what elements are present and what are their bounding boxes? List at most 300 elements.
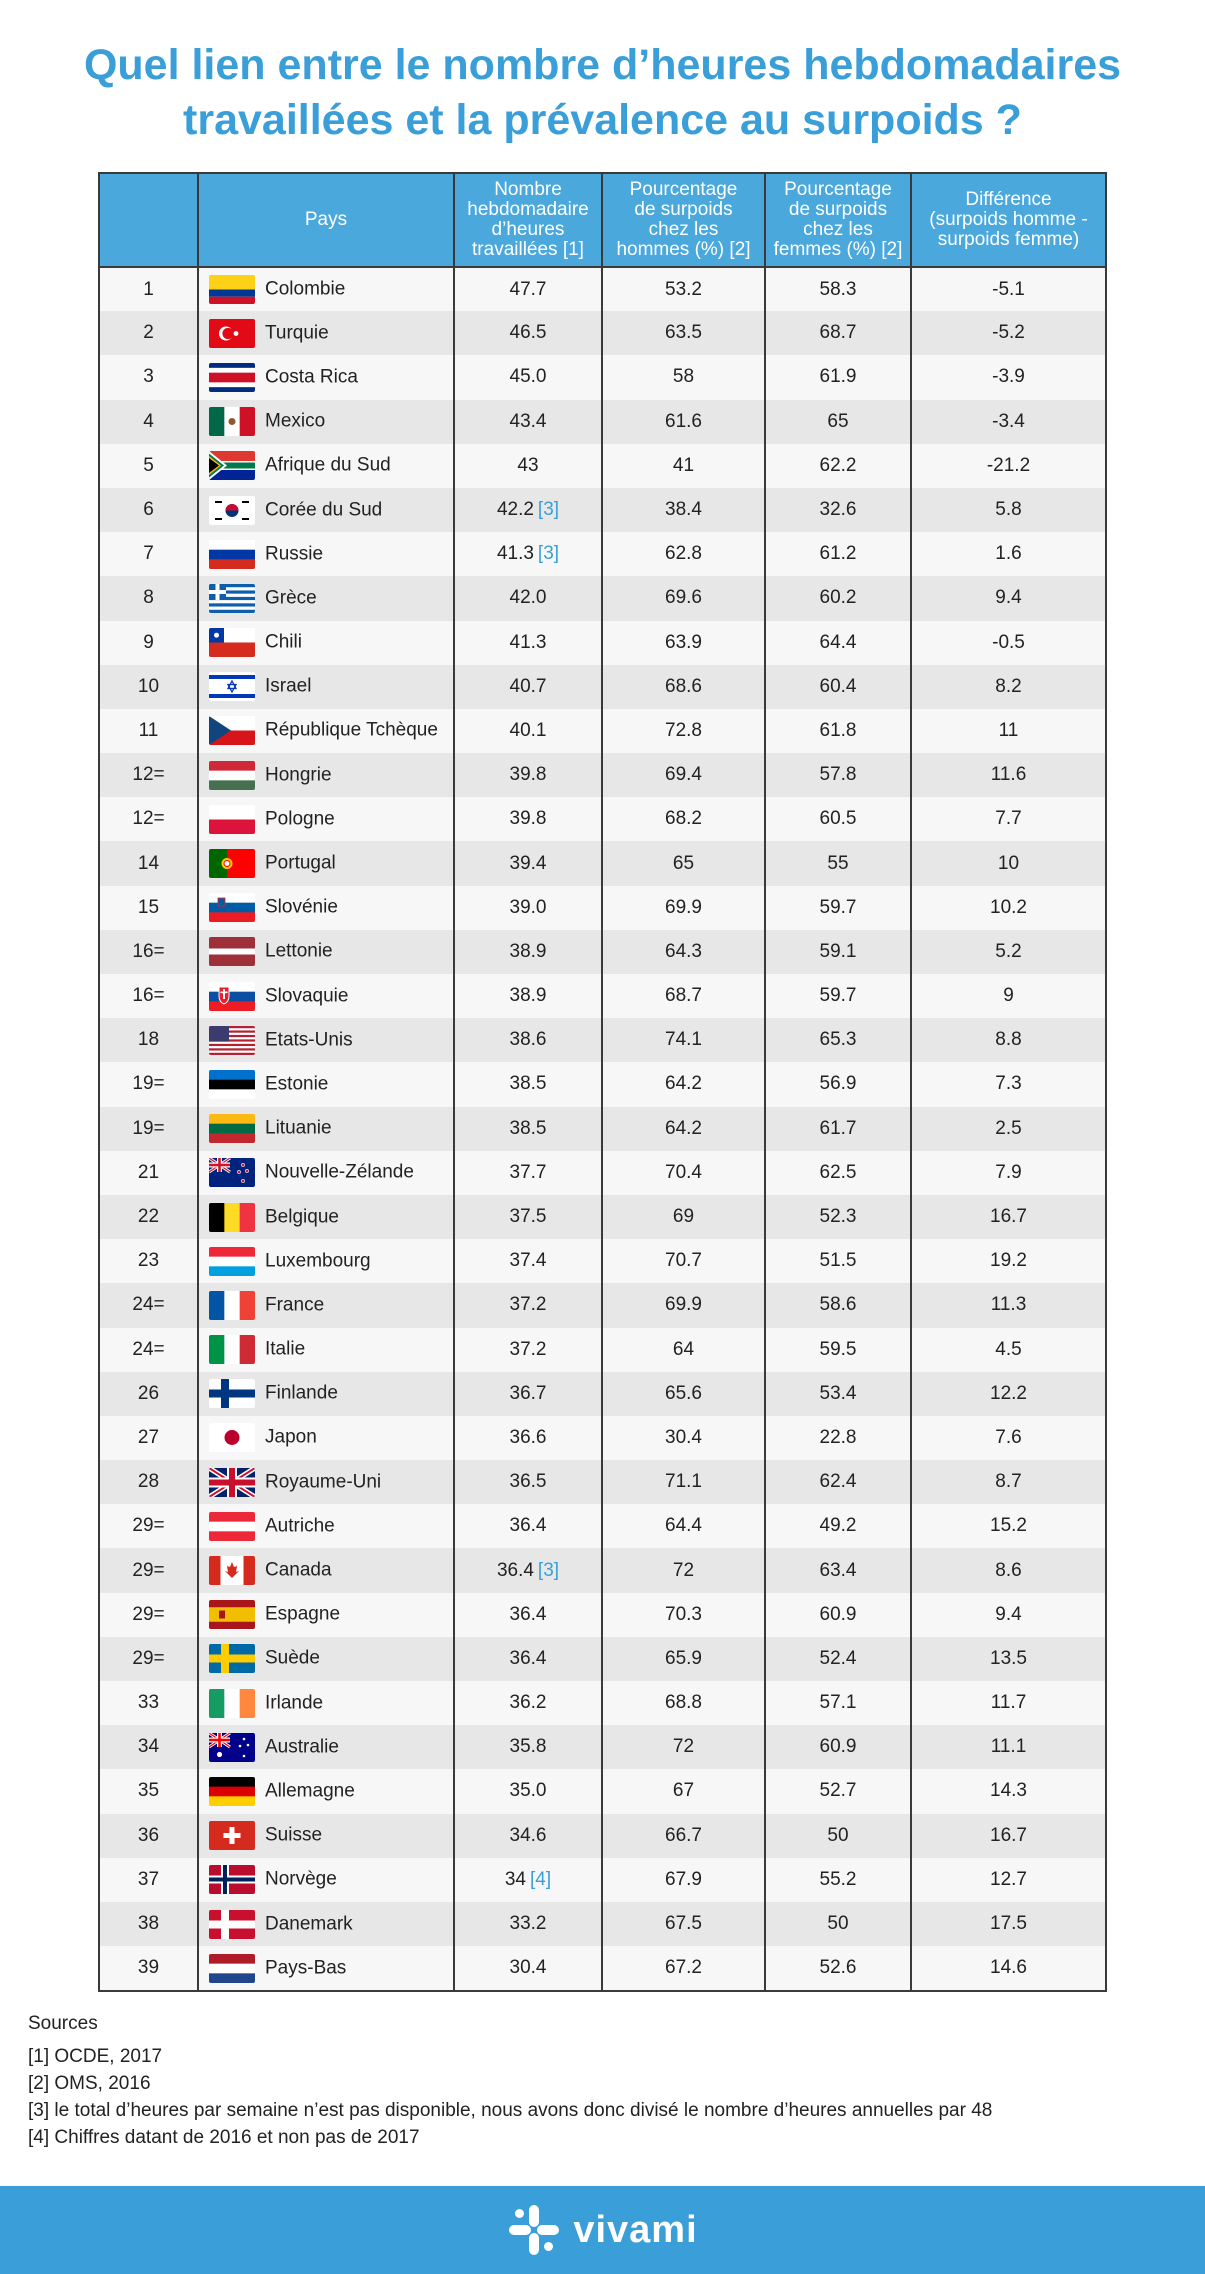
table-row — [100, 1460, 1105, 1504]
hours-cell — [454, 400, 602, 444]
poland-flag — [209, 805, 255, 834]
hours-cell — [454, 1328, 602, 1372]
table-row — [100, 576, 1105, 620]
germany-flag — [209, 1777, 255, 1806]
hours-value: 38.5 — [509, 1117, 547, 1139]
slovakia-flag — [209, 982, 255, 1011]
men-cell: 68.7 — [602, 974, 765, 1018]
header-line: chez les — [803, 219, 873, 240]
hours-cell — [454, 1416, 602, 1460]
country-cell — [198, 1372, 454, 1416]
hours-cell — [454, 1902, 602, 1946]
rank-cell: 15 — [100, 886, 198, 930]
rank-cell: 29= — [100, 1593, 198, 1637]
diff-cell: 14.6 — [911, 1946, 1105, 1990]
country-cell — [198, 1283, 454, 1327]
women-cell: 32.6 — [765, 488, 911, 532]
hours-value: 34.6 — [509, 1824, 547, 1846]
country-cell — [198, 1769, 454, 1813]
women-cell: 65.3 — [765, 1018, 911, 1062]
diff-cell: 7.3 — [911, 1062, 1105, 1106]
women-cell: 56.9 — [765, 1062, 911, 1106]
rank-cell: 7 — [100, 532, 198, 576]
hours-cell — [454, 1858, 602, 1902]
men-cell: 65.9 — [602, 1637, 765, 1681]
mexico-flag — [209, 407, 255, 436]
table-row — [100, 311, 1105, 355]
footnote-ref: [3] — [537, 543, 560, 565]
table-row — [100, 444, 1105, 488]
belgium-flag — [209, 1203, 255, 1232]
table-row — [100, 621, 1105, 665]
diff-cell: -5.1 — [911, 267, 1105, 311]
rank-cell: 38 — [100, 1902, 198, 1946]
country-name: Mexico — [265, 410, 326, 432]
source-item-1: [1] OCDE, 2017 — [28, 2046, 163, 2067]
diff-cell: 12.7 — [911, 1858, 1105, 1902]
table-row — [100, 400, 1105, 444]
country-cell — [198, 1504, 454, 1548]
country-cell — [198, 444, 454, 488]
hours-value: 46.5 — [509, 322, 547, 344]
country-cell — [198, 930, 454, 974]
hours-value: 36.4 — [509, 1647, 547, 1669]
header-line: Nombre — [494, 179, 562, 200]
spain-flag — [209, 1600, 255, 1629]
diff-cell: 17.5 — [911, 1902, 1105, 1946]
diff-cell: -3.9 — [911, 355, 1105, 399]
women-cell: 52.6 — [765, 1946, 911, 1990]
hours-value: 38.5 — [509, 1073, 547, 1095]
table-row — [100, 1637, 1105, 1681]
rank-cell: 27 — [100, 1416, 198, 1460]
hours-cell — [454, 1946, 602, 1990]
header-line: hommes (%) [2] — [616, 239, 751, 260]
header-line: de surpoids — [788, 199, 888, 220]
diff-cell: 9 — [911, 974, 1105, 1018]
men-cell: 63.5 — [602, 311, 765, 355]
colombia-flag — [209, 275, 255, 304]
turkey-flag — [209, 319, 255, 348]
country-name: Espagne — [265, 1603, 341, 1625]
women-cell: 62.2 — [765, 444, 911, 488]
country-name: Australie — [265, 1736, 339, 1758]
vivami-logo-icon — [507, 2203, 561, 2257]
women-cell: 60.9 — [765, 1725, 911, 1769]
rank-cell: 21 — [100, 1151, 198, 1195]
men-cell: 69 — [602, 1195, 765, 1239]
table-header-row — [100, 174, 1105, 267]
hours-cell — [454, 974, 602, 1018]
hours-cell — [454, 1151, 602, 1195]
hours-value: 37.4 — [509, 1250, 547, 1272]
hours-value: 33.2 — [509, 1913, 547, 1935]
footnote-ref: [3] — [537, 1559, 560, 1581]
women-cell: 50 — [765, 1814, 911, 1858]
rank-cell: 16= — [100, 974, 198, 1018]
header-line: femmes (%) [2] — [773, 239, 903, 260]
rank-cell: 22 — [100, 1195, 198, 1239]
men-cell: 68.2 — [602, 797, 765, 841]
lithuania-flag — [209, 1114, 255, 1143]
hours-value: 38.9 — [509, 940, 547, 962]
table-row — [100, 1239, 1105, 1283]
hours-cell — [454, 1195, 602, 1239]
country-cell — [198, 1814, 454, 1858]
women-cell: 62.4 — [765, 1460, 911, 1504]
men-cell: 70.4 — [602, 1151, 765, 1195]
rank-cell: 2 — [100, 311, 198, 355]
header-hours — [454, 174, 602, 267]
hours-value: 39.0 — [509, 896, 547, 918]
women-cell: 52.3 — [765, 1195, 911, 1239]
header-line: de surpoids — [634, 199, 733, 220]
title-line-2: travaillées et la prévalence au surpoids ? — [183, 96, 1022, 144]
country-cell — [198, 886, 454, 930]
country-cell — [198, 621, 454, 665]
hours-cell — [454, 576, 602, 620]
hours-value: 37.5 — [509, 1206, 547, 1228]
rank-cell: 5 — [100, 444, 198, 488]
table-row — [100, 1283, 1105, 1327]
country-name: Allemagne — [265, 1780, 355, 1802]
country-name: Luxembourg — [265, 1250, 371, 1272]
table-row — [100, 1416, 1105, 1460]
israel-flag — [209, 672, 255, 701]
women-cell: 52.4 — [765, 1637, 911, 1681]
rank-cell: 8 — [100, 576, 198, 620]
men-cell: 63.9 — [602, 621, 765, 665]
diff-cell: 11.1 — [911, 1725, 1105, 1769]
finland-flag — [209, 1379, 255, 1408]
footnote-ref: [3] — [537, 499, 560, 521]
men-cell: 61.6 — [602, 400, 765, 444]
hours-cell — [454, 930, 602, 974]
country-cell — [198, 1946, 454, 1990]
table-row — [100, 974, 1105, 1018]
rank-cell: 29= — [100, 1637, 198, 1681]
rank-cell: 12= — [100, 753, 198, 797]
diff-cell: 7.9 — [911, 1151, 1105, 1195]
table-row — [100, 1548, 1105, 1592]
country-name: Colombie — [265, 278, 346, 300]
slovenia-flag — [209, 893, 255, 922]
men-cell: 69.4 — [602, 753, 765, 797]
diff-cell: 13.5 — [911, 1637, 1105, 1681]
diff-cell: 15.2 — [911, 1504, 1105, 1548]
header-diff — [911, 174, 1105, 267]
country-cell — [198, 1902, 454, 1946]
table-row — [100, 488, 1105, 532]
south-africa-flag — [209, 451, 255, 480]
hours-value: 40.7 — [509, 675, 547, 697]
men-cell: 70.7 — [602, 1239, 765, 1283]
men-cell: 67.5 — [602, 1902, 765, 1946]
country-cell — [198, 532, 454, 576]
women-cell: 60.4 — [765, 665, 911, 709]
country-name: Danemark — [265, 1913, 353, 1935]
country-name: République Tchèque — [265, 719, 438, 741]
rank-cell: 28 — [100, 1460, 198, 1504]
women-cell: 58.3 — [765, 267, 911, 311]
diff-cell: -0.5 — [911, 621, 1105, 665]
women-cell: 55.2 — [765, 1858, 911, 1902]
rank-cell: 14 — [100, 841, 198, 885]
rank-cell: 23 — [100, 1239, 198, 1283]
country-name: Etats-Unis — [265, 1029, 353, 1051]
header-line: hebdomadaire — [467, 199, 589, 220]
rank-cell: 3 — [100, 355, 198, 399]
country-cell — [198, 1239, 454, 1283]
country-cell — [198, 1328, 454, 1372]
country-name: Finlande — [265, 1382, 338, 1404]
diff-cell: 11.3 — [911, 1283, 1105, 1327]
women-cell: 64.4 — [765, 621, 911, 665]
hours-cell — [454, 621, 602, 665]
netherlands-flag — [209, 1954, 255, 1983]
men-cell: 72 — [602, 1548, 765, 1592]
hours-value: 36.4 — [509, 1515, 547, 1537]
table-row — [100, 1504, 1105, 1548]
country-cell — [198, 488, 454, 532]
men-cell: 53.2 — [602, 267, 765, 311]
country-name: Canada — [265, 1559, 332, 1581]
country-name: Pays-Bas — [265, 1957, 347, 1979]
canada-flag — [209, 1556, 255, 1585]
hours-value: 37.7 — [509, 1161, 547, 1183]
men-cell: 62.8 — [602, 532, 765, 576]
country-cell — [198, 1107, 454, 1151]
footer-bar — [0, 2186, 1205, 2274]
sweden-flag — [209, 1644, 255, 1673]
country-name: Royaume-Uni — [265, 1471, 382, 1493]
rank-cell: 39 — [100, 1946, 198, 1990]
hours-cell — [454, 355, 602, 399]
diff-cell: 8.7 — [911, 1460, 1105, 1504]
women-cell: 59.7 — [765, 886, 911, 930]
hours-cell — [454, 1769, 602, 1813]
country-cell — [198, 1593, 454, 1637]
women-cell: 49.2 — [765, 1504, 911, 1548]
hours-value: 43 — [517, 454, 539, 476]
table-row — [100, 886, 1105, 930]
women-cell: 55 — [765, 841, 911, 885]
diff-cell: 11.7 — [911, 1681, 1105, 1725]
hours-cell — [454, 488, 602, 532]
rank-cell: 9 — [100, 621, 198, 665]
women-cell: 65 — [765, 400, 911, 444]
rank-cell: 1 — [100, 267, 198, 311]
diff-cell: 7.7 — [911, 797, 1105, 841]
men-cell: 64.4 — [602, 1504, 765, 1548]
country-cell — [198, 1460, 454, 1504]
diff-cell: -21.2 — [911, 444, 1105, 488]
table-row — [100, 532, 1105, 576]
country-name: Slovaquie — [265, 985, 349, 1007]
country-cell — [198, 576, 454, 620]
hours-cell — [454, 1593, 602, 1637]
rank-cell: 19= — [100, 1062, 198, 1106]
sources-heading: Sources — [28, 2013, 98, 2034]
header-line: travaillées [1] — [472, 239, 584, 260]
diff-cell: 2.5 — [911, 1107, 1105, 1151]
diff-cell: 8.8 — [911, 1018, 1105, 1062]
sources-section — [28, 2010, 1198, 2151]
men-cell: 38.4 — [602, 488, 765, 532]
page-title — [0, 38, 1205, 148]
hours-value: 36.4 — [496, 1559, 534, 1581]
rank-cell: 24= — [100, 1328, 198, 1372]
men-cell: 66.7 — [602, 1814, 765, 1858]
table-row — [100, 1902, 1105, 1946]
footnote-ref: [4] — [530, 1868, 552, 1890]
country-name: Grèce — [265, 587, 317, 609]
hours-value: 36.4 — [509, 1603, 547, 1625]
table-row — [100, 709, 1105, 753]
women-cell: 60.2 — [765, 576, 911, 620]
country-name: Nouvelle-Zélande — [265, 1161, 414, 1183]
czech-flag — [209, 716, 255, 745]
diff-cell: 5.8 — [911, 488, 1105, 532]
header-rank — [100, 174, 198, 267]
costa-rica-flag — [209, 363, 255, 392]
usa-flag — [209, 1026, 255, 1055]
country-cell — [198, 1195, 454, 1239]
header-line: d’heures — [491, 219, 565, 240]
rank-cell: 18 — [100, 1018, 198, 1062]
austria-flag — [209, 1512, 255, 1541]
rank-cell: 4 — [100, 400, 198, 444]
diff-cell: -5.2 — [911, 311, 1105, 355]
table-row — [100, 1062, 1105, 1106]
ireland-flag — [209, 1689, 255, 1718]
table-row — [100, 1593, 1105, 1637]
men-cell: 69.9 — [602, 1283, 765, 1327]
country-name: Turquie — [265, 322, 329, 344]
hours-value: 42.0 — [509, 587, 547, 609]
hours-value: 40.1 — [509, 719, 547, 741]
women-cell: 62.5 — [765, 1151, 911, 1195]
country-name: Lituanie — [265, 1117, 332, 1139]
men-cell: 68.6 — [602, 665, 765, 709]
hours-cell — [454, 1725, 602, 1769]
header-line: Pourcentage — [784, 179, 892, 200]
men-cell: 58 — [602, 355, 765, 399]
table-row — [100, 1725, 1105, 1769]
country-cell — [198, 311, 454, 355]
women-cell: 61.7 — [765, 1107, 911, 1151]
diff-cell: 10.2 — [911, 886, 1105, 930]
women-cell: 59.7 — [765, 974, 911, 1018]
diff-cell: 9.4 — [911, 1593, 1105, 1637]
hours-cell — [454, 1018, 602, 1062]
rank-cell: 16= — [100, 930, 198, 974]
men-cell: 64.2 — [602, 1107, 765, 1151]
men-cell: 69.9 — [602, 886, 765, 930]
country-cell — [198, 1548, 454, 1592]
men-cell: 64 — [602, 1328, 765, 1372]
table-row — [100, 1328, 1105, 1372]
hours-cell — [454, 841, 602, 885]
diff-cell: 4.5 — [911, 1328, 1105, 1372]
men-cell: 74.1 — [602, 1018, 765, 1062]
country-cell — [198, 1151, 454, 1195]
men-cell: 67.9 — [602, 1858, 765, 1902]
women-cell: 57.1 — [765, 1681, 911, 1725]
women-cell: 60.5 — [765, 797, 911, 841]
diff-cell: -3.4 — [911, 400, 1105, 444]
women-cell: 61.2 — [765, 532, 911, 576]
women-cell: 22.8 — [765, 1416, 911, 1460]
table-row — [100, 1681, 1105, 1725]
table-row — [100, 1107, 1105, 1151]
table-row — [100, 1151, 1105, 1195]
women-cell: 59.1 — [765, 930, 911, 974]
title-line-1: Quel lien entre le nombre d’heures hebdomadaires — [83, 41, 1122, 89]
hours-cell — [454, 1681, 602, 1725]
diff-cell: 14.3 — [911, 1769, 1105, 1813]
country-name: Italie — [265, 1338, 306, 1360]
source-item-2: [2] OMS, 2016 — [28, 2073, 151, 2094]
hours-value: 36.6 — [509, 1426, 547, 1448]
country-name: Portugal — [265, 852, 336, 874]
source-item-3: [3] le total d’heures par semaine n’est pas disponible, nous avons donc divisé le nombre d’heures annuelles par 48 — [28, 2100, 993, 2121]
rank-cell: 36 — [100, 1814, 198, 1858]
country-name: Estonie — [265, 1073, 329, 1095]
hours-value: 41.3 — [509, 631, 547, 653]
country-cell — [198, 665, 454, 709]
hours-cell — [454, 267, 602, 311]
women-cell: 52.7 — [765, 1769, 911, 1813]
hours-cell — [454, 1372, 602, 1416]
luxembourg-flag — [209, 1247, 255, 1276]
men-cell: 30.4 — [602, 1416, 765, 1460]
hours-cell — [454, 1548, 602, 1592]
country-cell — [198, 1681, 454, 1725]
rank-cell: 29= — [100, 1548, 198, 1592]
men-cell: 65 — [602, 841, 765, 885]
data-table — [98, 172, 1107, 1992]
diff-cell: 16.7 — [911, 1814, 1105, 1858]
table-row — [100, 1858, 1105, 1902]
country-cell — [198, 1637, 454, 1681]
hours-value: 42.2 — [496, 499, 534, 521]
hours-value: 39.8 — [509, 764, 547, 786]
header-line: surpoids femme) — [937, 229, 1080, 250]
hours-value: 41.3 — [496, 543, 534, 565]
diff-cell: 19.2 — [911, 1239, 1105, 1283]
women-cell: 61.8 — [765, 709, 911, 753]
japan-flag — [209, 1423, 255, 1452]
country-cell — [198, 797, 454, 841]
hours-cell — [454, 665, 602, 709]
country-cell — [198, 1725, 454, 1769]
rank-cell: 12= — [100, 797, 198, 841]
table-row — [100, 1018, 1105, 1062]
hours-value: 36.2 — [509, 1692, 547, 1714]
brand-name: vivami — [573, 2208, 698, 2251]
norway-flag — [209, 1865, 255, 1894]
hours-cell — [454, 1504, 602, 1548]
rank-cell: 37 — [100, 1858, 198, 1902]
women-cell: 50 — [765, 1902, 911, 1946]
diff-cell: 11.6 — [911, 753, 1105, 797]
women-cell: 53.4 — [765, 1372, 911, 1416]
men-cell: 71.1 — [602, 1460, 765, 1504]
diff-cell: 5.2 — [911, 930, 1105, 974]
country-cell — [198, 1416, 454, 1460]
country-cell — [198, 1018, 454, 1062]
